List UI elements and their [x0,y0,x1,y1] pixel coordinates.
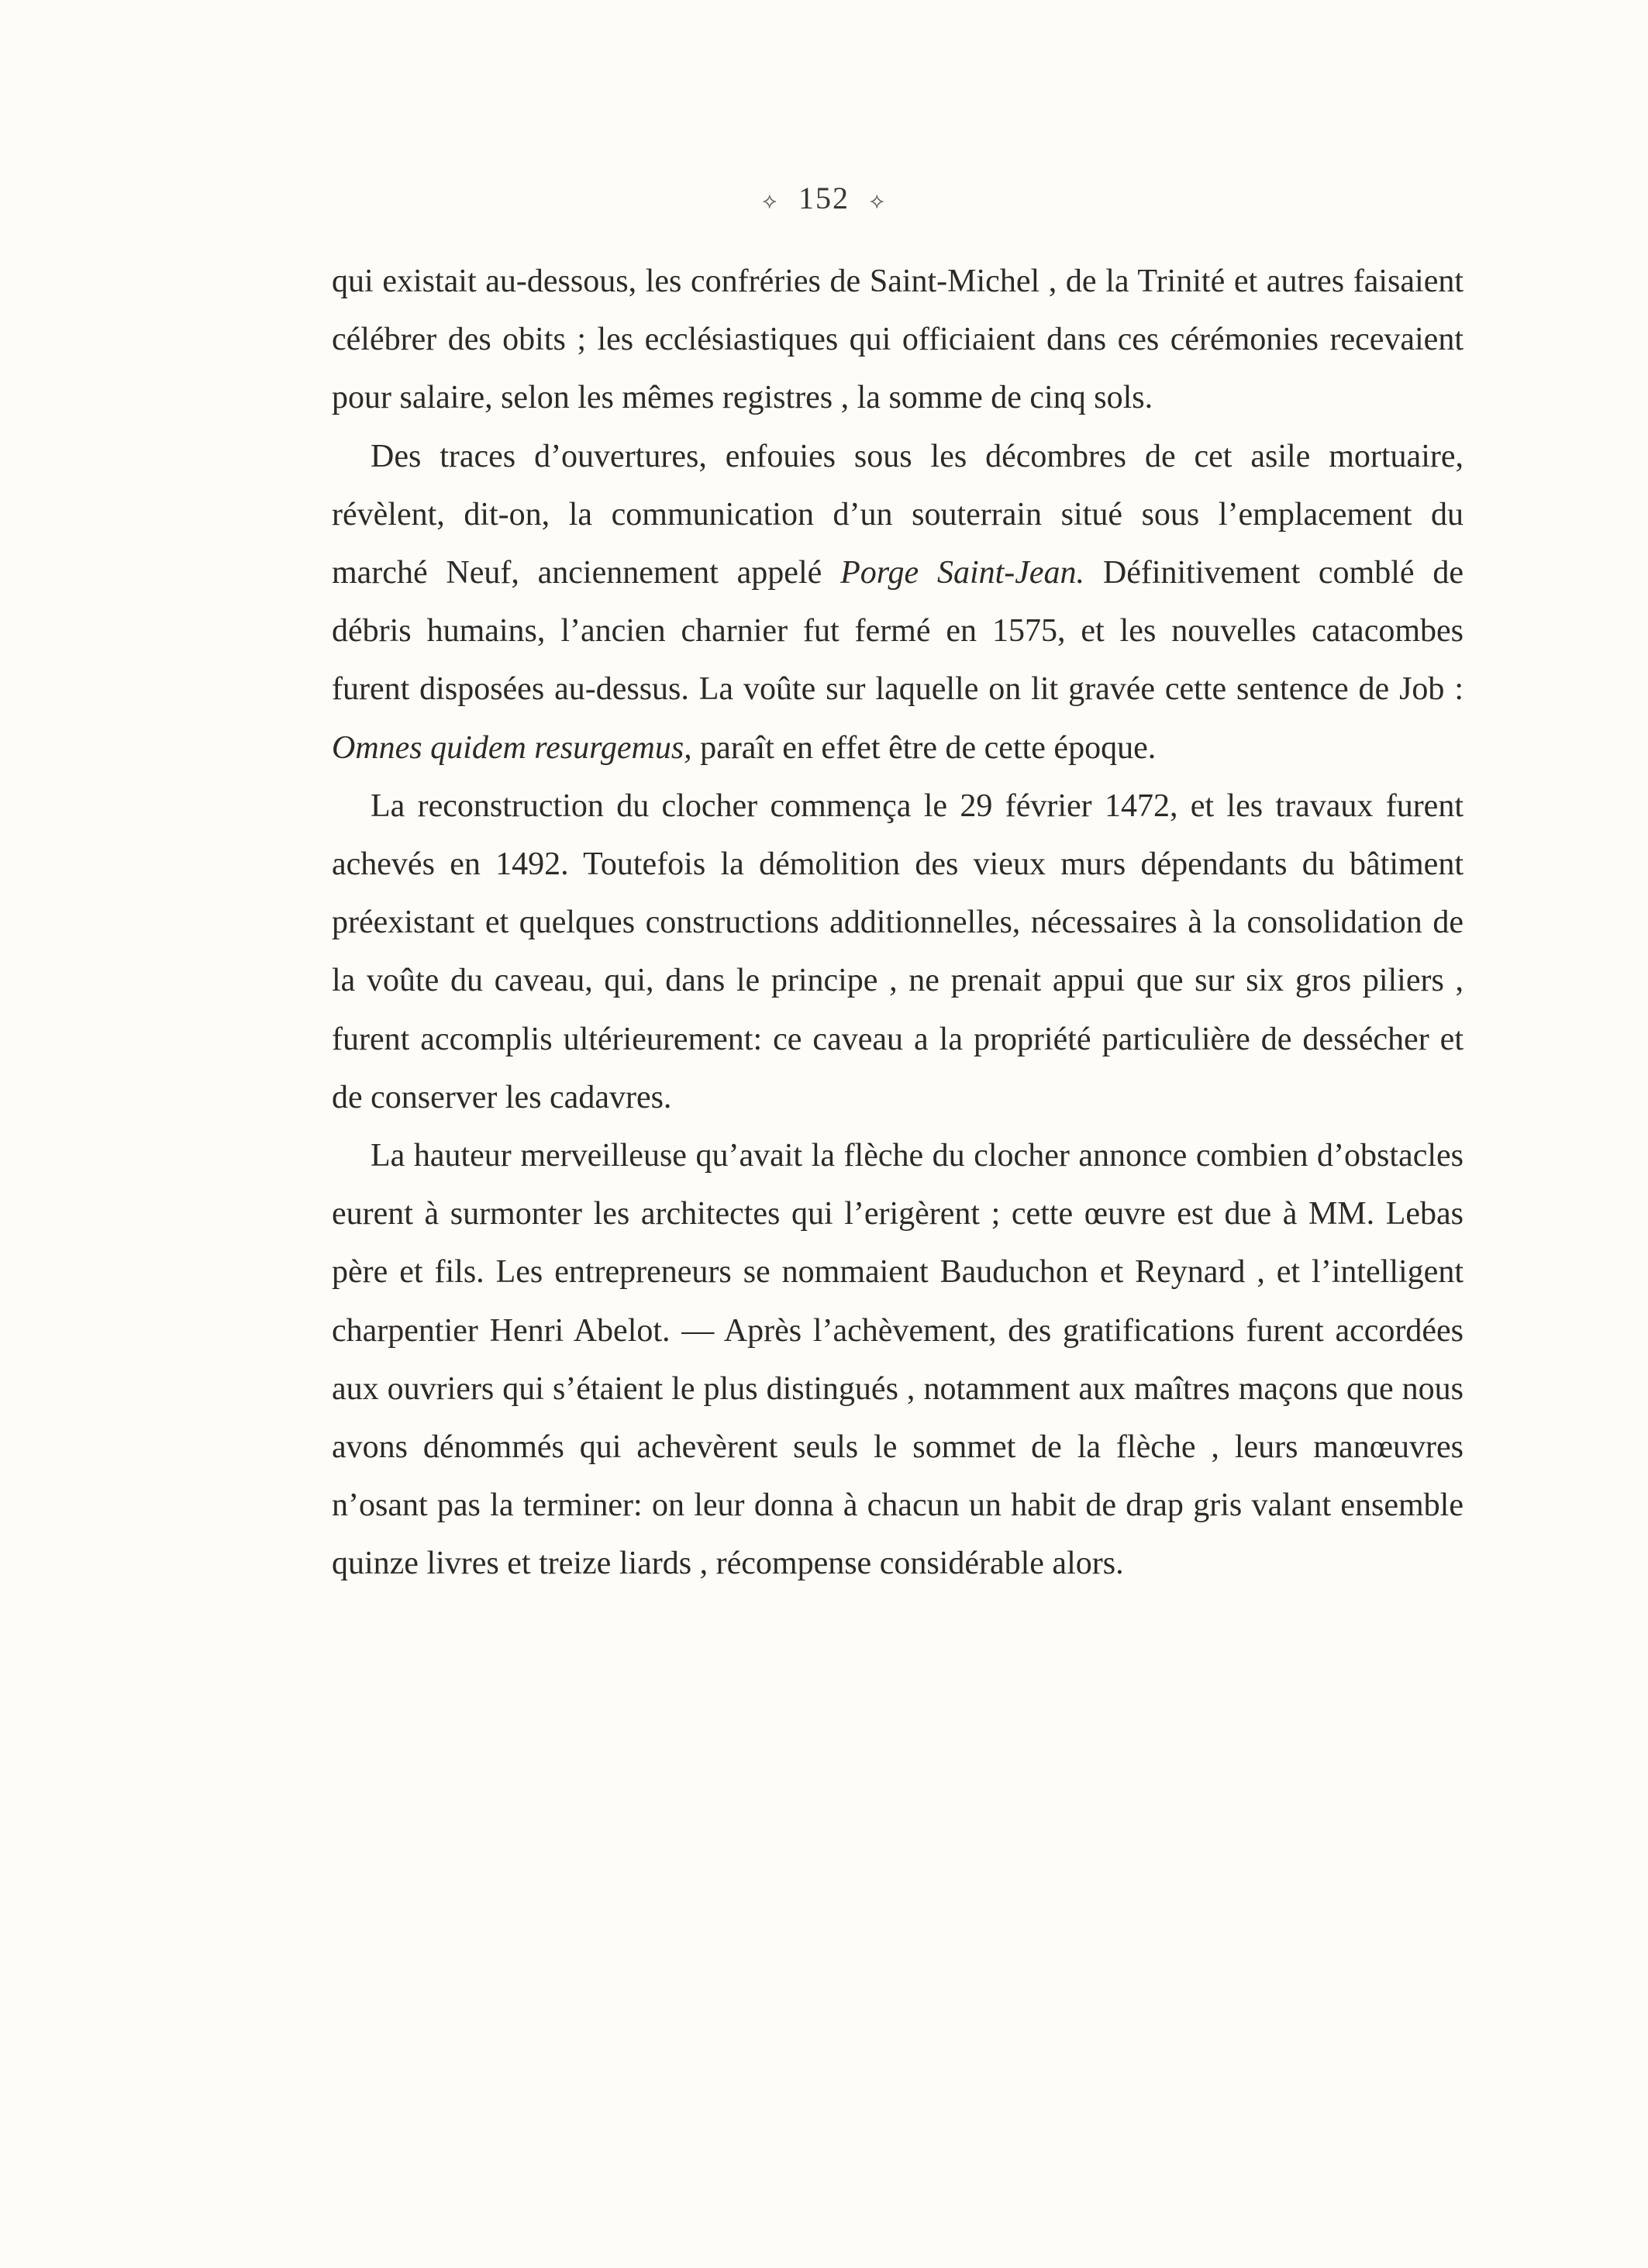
paragraph-2-part-1: Des traces d’ouvertures, enfouies sous les décombres de cet asile mortuaire, révèlent, dit-on, la communication d’un souterrain situé sous l’emplacement du marché Neuf, anciennement appelé [332,438,1464,591]
paragraph-2 [332,428,1464,777]
paragraph-2-part-2: Définitivement comblé de débris humains, l’ancien charnier fut fermé en 1575, et les nouvelles catacombes furent disposées au-dessus. La voûte sur laquelle on lit gravée cette sentence de Job : [332,555,1464,708]
paragraph-2-italic-1: Porge Saint-Jean. [840,555,1085,591]
paragraph-2-italic-2: Omnes quidem resurgemus, [332,729,692,766]
paragraph-3: La reconstruction du clocher commença le 29 février 1472, et les travaux furent achevés en 1492. Toutefois la démolition des vieux murs dépendants du bâtiment préexistant et quelques constructions additionnelles, nécessaires à la consolidation de la voûte du caveau, qui, dans le principe , ne prenait appui que sur six gros piliers , furent accomplis ultérieurement: ce caveau a la propriété particulière de dessécher et de conserver les cadavres. [332,788,1464,1115]
paragraph-4: La hauteur merveilleuse qu’avait la flèche du clocher annonce combien d’obstacles eurent à surmonter les architectes qui l’erigèrent ; cette œuvre est due à MM. Lebas père et fils. Les entrepreneurs se nommaient Bauduchon et Reynard , et l’intelligent charpentier Henri Abelot. — Après l’achèvement, des gratifications furent accordées aux ouvriers qui s’étaient le plus distingués , notamment aux maîtres maçons que nous avons dénommés qui achevèrent seuls le sommet de la flèche , leurs manœuvres n’osant pas la terminer: on leur donna à chacun un habit de drap gris valant ensemble quinze livres et treize liards , récompense considérable alors. [332,1138,1464,1582]
body-text [332,253,1464,1594]
ornament-right-icon: ⟡ [870,188,886,213]
page-header [0,180,1648,216]
ornament-left-icon: ⟡ [762,188,778,213]
page-number: 152 [798,181,850,215]
paragraph-2-part-3: paraît en effet être de cette époque. [691,729,1157,766]
paragraph-1: qui existait au-dessous, les confréries de Saint-Michel , de la Trinité et autres faisaient célébrer des obits ; les ecclésiastiques qui officiaient dans ces cérémonies recevaient pour salaire, selon les mêmes registres , la somme de cinq sols. [332,264,1464,416]
